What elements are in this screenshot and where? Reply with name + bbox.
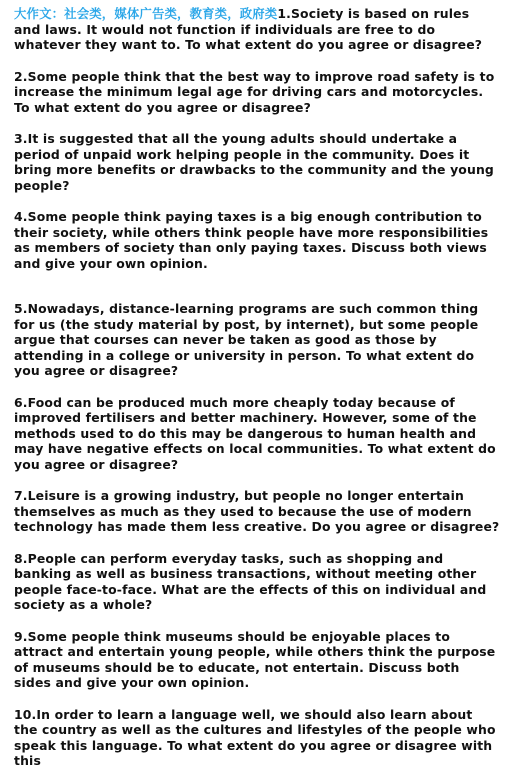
category-header: 大作文：社会类，媒体广告类，教育类，政府类 — [14, 6, 278, 21]
question-1-text: 1.Society is based on rules and laws. It would not function if individuals are free to do whatever they want to. To what extent do you agree or disagree? — [14, 6, 483, 52]
question-9: 9.Some people think museums should be enjoyable places to attract and entertain young people, while others think the purpose of museums should be to educate, not entertain. Discuss both sides and give your own opinion. — [14, 628, 496, 690]
question-1 — [14, 6, 500, 53]
essay-topic-list — [14, 6, 500, 769]
question-7: 7.Leisure is a growing industry, but people no longer entertain themselves as much as they used to because the use of modern technology has made them less creative. Do you agree or disagree? — [14, 488, 500, 534]
question-3: 3.It is suggested that all the young adults should undertake a period of unpaid work helping people in the community. Does it bring more benefits or drawbacks to the community and the young people? — [14, 131, 494, 193]
question-10: 10.In order to learn a language well, we should also learn about the country as well as the cultures and lifestyles of the people who speak this language. To what extent do you agree or disagree with this — [14, 706, 496, 768]
question-2: 2.Some people think that the best way to improve road safety is to increase the minimum legal age for driving cars and motorcycles. To what extent do you agree or disagree? — [14, 68, 495, 115]
question-5: 5.Nowadays, distance-learning programs are such common thing for us (the study material by post, by internet), but some people argue that courses can never be taken as good as those by attending in a college or university in person. To what extent do you agree or disagree? — [14, 301, 479, 378]
question-4: 4.Some people think paying taxes is a big enough contribution to their society, while others think people have more responsibilities as members of society than only paying taxes. Discuss both views and give your own opinion. — [14, 209, 489, 271]
question-6: 6.Food can be produced much more cheaply today because of improved fertilisers and better machinery. However, some of the methods used to do this may be dangerous to human health and may have negative effects on local communities. To what extent do you agree or disagree? — [14, 394, 496, 472]
question-8: 8.People can perform everyday tasks, such as shopping and banking as well as business transactions, without meeting other people face-to-face. What are the effects of this on individual and society as a whole? — [14, 550, 487, 612]
